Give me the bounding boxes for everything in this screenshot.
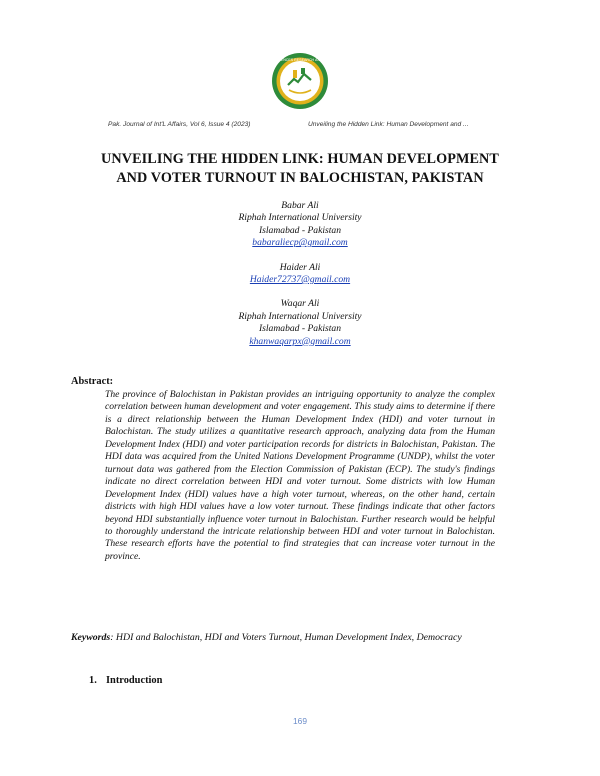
author-name: Waqar Ali [280,298,320,310]
author-name: Haider Ali [279,261,321,273]
page-number: 169 [293,716,307,726]
running-title: Unveiling the Hidden Link: Human Development and ... [308,121,469,128]
journal-citation: Pak. Journal of Int'L Affairs, Vol 6, Issue 4 (2023) [108,121,251,128]
author-block [100,298,500,348]
author-block [100,262,500,287]
author-affiliation: Riphah International University [238,310,362,322]
author-location: Islamabad - Pakistan [258,224,342,236]
keywords-text: : HDI and Balochistan, HDI and Voters Turnout, Human Development Index, Democracy [110,632,462,643]
keywords-label: Keywords [71,632,111,643]
journal-logo [260,52,340,110]
author-name: Babar Ali [281,200,319,211]
logo-text: SOCIAL SCIENCES RESEARCH ASSOCIATION [260,58,340,62]
title-line: AND VOTER TURNOUT IN BALOCHISTAN, PAKISTAN [116,170,484,186]
author-location: Islamabad - Pakistan [258,323,342,335]
keywords [71,632,531,644]
section-heading [89,675,162,686]
author-block [100,200,500,250]
title-line: UNVEILING THE HIDDEN LINK: HUMAN DEVELOPMENT [101,151,499,167]
author-email-link[interactable]: Haider72737@gmail.com [249,274,351,286]
paper-title [40,150,560,188]
author-email-link[interactable]: khanwaqarpx@gmail.com [249,335,351,347]
author-list [100,200,500,360]
abstract-text: The province of Balochistan in Pakistan provides an intriguing opportunity to analyze the complex correlation between human development and voter engagement. This study aims to determine if there is a direct relationship between the Human Development Index (HDI) and voter turnout in Balochistan. The study utilizes a quantitative research approach, analyzing data from the Human Development Index (HDI) and voter participation records for districts in Balochistan, Pakistan. The HDI data was acquired from the United Nations Development Programme (UNDP), whilst the voter turnout data was gathered from the Election Commission of Pakistan (ECP). The study's findings indicate no direct correlation between HDI and voter turnout. Some districts with low Human Development Index (HDI) values have a high voter turnout, whereas, on the other hand, certain districts with high HDI values have a low voter turnout. These findings indicate that other factors beyond HDI substantially influence voter turnout in Balochistan. Further research would be helpful to thoroughly understand the intricate relationship between HDI and voter turnout in Balochistan. These research efforts have the potential to find strategies that can increase voter turnout in the province. [105,389,495,562]
author-email-link[interactable]: babaraliecp@gmail.com [252,237,348,249]
abstract-heading: Abstract: [71,376,114,387]
author-affiliation: Riphah International University [238,212,362,224]
section-number: 1. [89,675,97,686]
section-title: Introduction [106,675,163,686]
